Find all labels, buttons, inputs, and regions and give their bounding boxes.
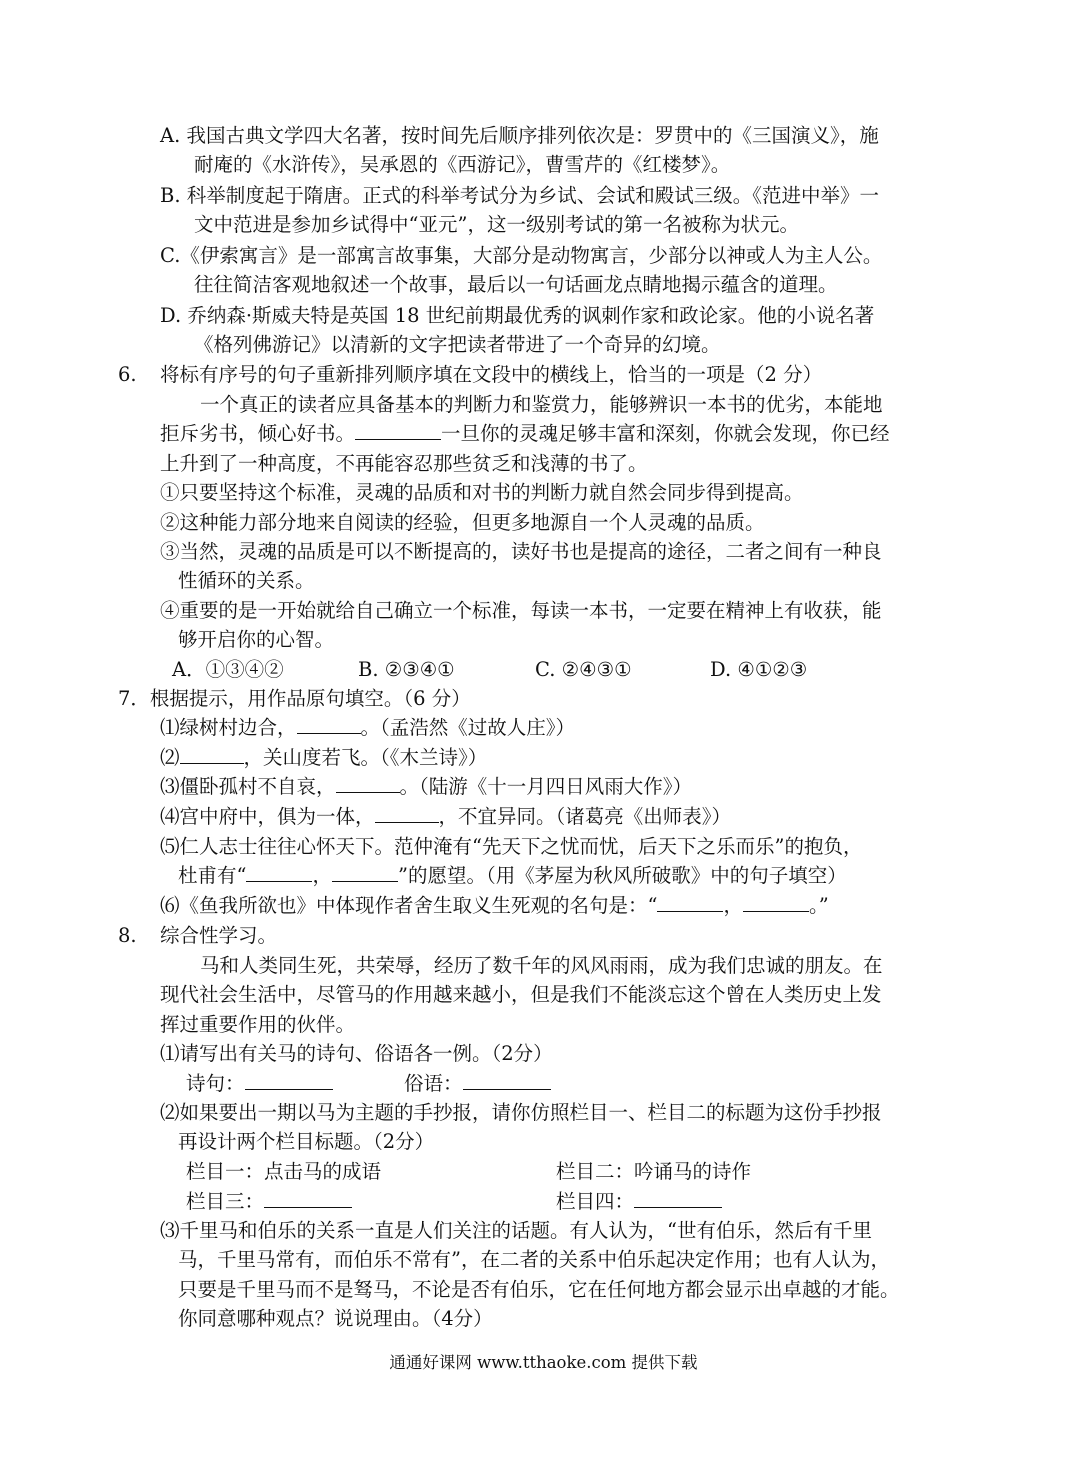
- q5-option-c-line1: C.《伊索寓言》是一部寓言故事集，大部分是动物寓言，少部分以神或人为主人公。: [160, 244, 883, 267]
- q6-sentence-4-line1: ④重要的是一开始就给自己确立一个标准，每读一本书，一定要在精神上有收获，能: [160, 599, 882, 622]
- q5-option-b-line1: B. 科举制度起于隋唐。正式的科举考试分为乡试、会试和殿试三级。《范进中举》一: [160, 184, 879, 207]
- q6-number: 6.: [118, 363, 137, 386]
- q8-poem-label: 诗句：: [186, 1072, 245, 1095]
- q8-intro-line3: 挥过重要作用的伙伴。: [160, 1013, 356, 1036]
- q6-choice-b[interactable]: B. ②③④①: [358, 658, 455, 681]
- q8-saying-line: [404, 1069, 551, 1098]
- q8-saying-blank[interactable]: [463, 1070, 551, 1090]
- q6-passage-line3: 上升到了一种高度，不再能容忍那些贫乏和浅薄的书了。: [160, 452, 648, 475]
- q6-passage-line2: [160, 419, 890, 448]
- page-footer: 通通好课网 www.tthaoke.com 提供下载: [389, 1353, 698, 1372]
- q7-item-4-blank[interactable]: [375, 803, 439, 823]
- q8-part-3-line4: 你同意哪种观点？说说理由。（4分）: [178, 1307, 493, 1330]
- q8-column-3: [186, 1187, 352, 1216]
- q8-part-1: ⑴请写出有关马的诗句、俗语各一例。（2分）: [160, 1042, 553, 1065]
- q7-item-3: [160, 772, 692, 801]
- q7-item-2: [160, 743, 487, 772]
- q7-item-4: [160, 802, 731, 831]
- q7-item-5-line2: [178, 861, 847, 890]
- q6-choice-a[interactable]: A．①③④②: [172, 658, 284, 681]
- q8-part-3-line1: ⑶千里马和伯乐的关系一直是人们关注的话题。有人认为，“世有伯乐，然后有千里: [160, 1219, 872, 1242]
- q7-item-2-blank[interactable]: [180, 744, 244, 764]
- q8-intro-line2: 现代社会生活中，尽管马的作用越来越小，但是我们不能淡忘这个曾在人类历史上发: [160, 983, 882, 1006]
- q8-intro-line1: 马和人类同生死，共荣辱，经历了数千年的风风雨雨，成为我们忠诚的朋友。在: [200, 954, 883, 977]
- q7-item-2-text-b: ，关山度若飞。（《木兰诗》）: [243, 746, 488, 769]
- q6-sentence-3-line1: ③当然，灵魂的品质是可以不断提高的，读好书也是提高的途径，二者之间有一种良: [160, 540, 882, 563]
- q7-title: 7．根据提示，用作品原句填空。（6 分）: [118, 687, 471, 710]
- q7-item-5-text-c: ”的愿望。（用《茅屋为秋风所破歌》中的句子填空）: [398, 864, 847, 887]
- q6-choice-d[interactable]: D. ④①②③: [710, 658, 808, 681]
- q8-column-1: 栏目一：点击马的成语: [186, 1160, 382, 1183]
- q5-option-d-line1: D. 乔纳森·斯威夫特是英国 18 世纪前期最优秀的讽刺作家和政论家。他的小说名著: [160, 304, 875, 327]
- q8-poem-blank[interactable]: [245, 1070, 333, 1090]
- q6-sentence-3-line2: 性循环的关系。: [178, 569, 315, 592]
- q7-item-1-text-b: 。（孟浩然《过故人庄》）: [360, 716, 576, 739]
- q8-part-3-line3: 只要是千里马而不是驽马，不论是否有伯乐，它在任何地方都会显示出卓越的才能。: [178, 1278, 900, 1301]
- q7-item-6-blank-2[interactable]: [743, 892, 809, 912]
- q8-title: 综合性学习。: [160, 924, 278, 947]
- q7-item-1-text-a: ⑴绿树村边合，: [160, 716, 297, 739]
- q6-sentence-4-line2: 够开启你的心智。: [178, 628, 335, 651]
- q6-passage-text-a: 拒斥劣书，倾心好书。: [160, 422, 356, 445]
- q8-part-3-line2: 马，千里马常有，而伯乐不常有”，在二者的关系中伯乐起决定作用；也有人认为，: [178, 1248, 890, 1271]
- q6-answer-blank[interactable]: [355, 420, 441, 440]
- q6-sentence-1: ①只要坚持这个标准，灵魂的品质和对书的判断力就自然会同步得到提高。: [160, 481, 804, 504]
- q7-item-6-text-b: ，: [723, 894, 743, 917]
- q7-item-5-text-b: ，: [312, 864, 332, 887]
- q7-item-6-blank-1[interactable]: [657, 892, 723, 912]
- q7-item-1-blank[interactable]: [297, 714, 361, 734]
- q8-saying-label: 俗语：: [404, 1072, 463, 1095]
- q6-passage-line1: 一个真正的读者应具备基本的判断力和鉴赏力，能够辨识一本书的优劣，本能地: [200, 393, 883, 416]
- q5-option-c-line2: 往往简洁客观地叙述一个故事，最后以一句话画龙点睛地揭示蕴含的道理。: [194, 273, 838, 296]
- q5-option-d-line2: 《格列佛游记》以清新的文字把读者带进了一个奇异的幻境。: [194, 333, 721, 356]
- q6-sentence-2: ②这种能力部分地来自阅读的经验，但更多地源自一个人灵魂的品质。: [160, 511, 765, 534]
- q6-stem: 将标有序号的句子重新排列顺序填在文段中的横线上，恰当的一项是（2 分）: [160, 363, 823, 386]
- q8-column-3-blank[interactable]: [264, 1188, 352, 1208]
- q8-part-2-line1: ⑵如果要出一期以马为主题的手抄报，请你仿照栏目一、栏目二的标题为这份手抄报: [160, 1101, 882, 1124]
- q8-column-2: 栏目二：吟诵马的诗作: [556, 1160, 752, 1183]
- q7-item-5-blank-2[interactable]: [332, 862, 398, 882]
- q7-item-4-text-a: ⑷宫中府中，俱为一体，: [160, 805, 375, 828]
- q7-item-1: [160, 713, 575, 742]
- q7-item-3-text-a: ⑶僵卧孤村不自哀，: [160, 775, 336, 798]
- q7-item-6: [160, 891, 829, 920]
- q7-item-2-text-a: ⑵: [160, 746, 180, 769]
- q8-number: 8.: [118, 924, 137, 947]
- q7-item-5-text-a: 杜甫有“: [178, 864, 247, 887]
- q5-option-b-line2: 文中范进是参加乡试得中“亚元”，这一级别考试的第一名被称为状元。: [194, 213, 799, 236]
- q5-option-a-line2: 耐庵的《水浒传》，吴承恩的《西游记》，曹雪芹的《红楼梦》。: [194, 153, 731, 176]
- q6-passage-text-b: 一旦你的灵魂足够丰富和深刻，你就会发现，你已经: [441, 422, 890, 445]
- q6-choice-c[interactable]: C. ②④③①: [535, 658, 632, 681]
- q7-item-4-text-b: ，不宜异同。（诸葛亮《出师表》）: [438, 805, 732, 828]
- q7-item-6-text-a: ⑹《鱼我所欲也》中体现作者舍生取义生死观的名句是：“: [160, 894, 658, 917]
- q7-item-3-text-b: 。（陆游《十一月四日风雨大作》）: [399, 775, 693, 798]
- q8-column-4-label: 栏目四：: [556, 1190, 635, 1213]
- q5-option-a-line1: A. 我国古典文学四大名著，按时间先后顺序排列依次是：罗贯中的《三国演义》，施: [160, 124, 879, 147]
- q8-part-2-line2: 再设计两个栏目标题。（2分）: [178, 1130, 435, 1153]
- q8-column-4-blank[interactable]: [634, 1188, 722, 1208]
- q7-item-3-blank[interactable]: [336, 773, 400, 793]
- q8-column-3-label: 栏目三：: [186, 1190, 265, 1213]
- q8-column-4: [556, 1187, 722, 1216]
- q7-item-5-blank-1[interactable]: [246, 862, 312, 882]
- q7-item-6-text-c: 。”: [809, 894, 829, 917]
- q8-poem-line: [186, 1069, 333, 1098]
- q7-item-5-line1: ⑸仁人志士往往心怀天下。范仲淹有“先天下之忧而忧，后天下之乐而乐”的抱负，: [160, 835, 863, 858]
